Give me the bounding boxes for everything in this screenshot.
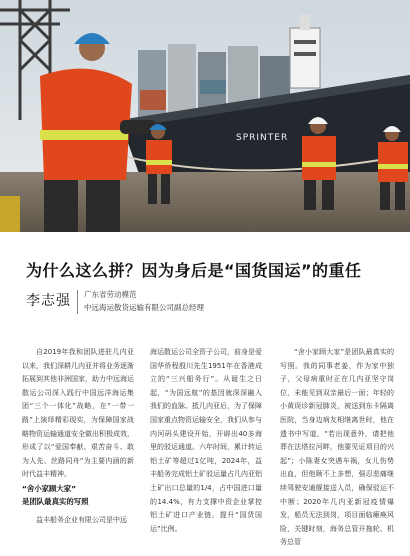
body-column-2 (150, 346, 262, 536)
body-column-3 (280, 346, 394, 550)
paragraph: 益丰船务企业有限公司是中远 (36, 515, 127, 524)
author-role-honor: 广东省劳动模范 (84, 290, 137, 299)
port-workers-illustration (0, 0, 410, 232)
paragraph: 自2019年我和团队进驻几内亚以来，我们深耕几内亚并将业务逐渐拓展到其他非洲国家，助力中远海运散运公司深入践行中国远洋海运集团“三个一体化”战略，在“一带一路”上演绎精彩现实，为保障国家战略物资运输通道安全做出积极成效，形成了以“爱国奉献、艰苦奋斗、敢为人先、丝路同舟”为主要内涵的新时代益丰精神。 (22, 348, 134, 479)
subheading-text: “舍小家顾大家” 是团队最真实的写照 (22, 483, 89, 506)
author-role-title: 中远海运散货运输有限公司副总经理 (84, 303, 204, 312)
header-photo (0, 0, 410, 232)
article-title: 为什么这么拼？因为身后是“国货国运”的重任 (26, 261, 362, 280)
author-name: 李志强 (26, 293, 71, 309)
body-column-1 (22, 346, 134, 528)
byline-divider (77, 290, 78, 314)
ship-name: SPRINTER (236, 133, 289, 143)
paragraph: 海运散运公司全资子公司，前身是爱国华侨程殷川先生1951年在香港成立的“三兴船务行”。从诞生之日起，“为国远航”的基因就深深融入我们的血脉。抵几内亚后，为了保障国家重点物资运输安全，我们从参与内河码头建设开始，开辟出40多海里的驳运通道。六年时间，累计转运铝土矿等超过1亿吨，2024年，益丰船务完成铝土矿驳运量占几内亚铝土矿出口总量的1/4，占中国进口量的14.4%，有力支撑中资企业掌控铝土矿进口产业链，提升“国货国运”比例。 (150, 348, 262, 533)
section-subheading (22, 482, 134, 508)
paragraph: “舍小家顾大家”是团队最真实的写照。我的同事老姜，作为家中独子，父母病重时正在几内亚坚守岗位，未能见到双亲最后一面；年轻的小黄误诊新冠肺炎，被送到东卡隔离医院，当身边病友相继离世时，他在遗书中写道，“若出现意外，请把他葬在法塔拉河畔，他要见证项目的兴起”；小陈妻女突遇车祸，女儿伤势出血，但他顾不上多想，强忍悲痛继续驾驶安通舰接送人员，确保驳运不中断；2020年几内亚新冠疫情爆发，船员无法到岗，项目面临瘫痪风险，关键时刻，海务总管开拖轮、机务总管 (280, 348, 394, 547)
